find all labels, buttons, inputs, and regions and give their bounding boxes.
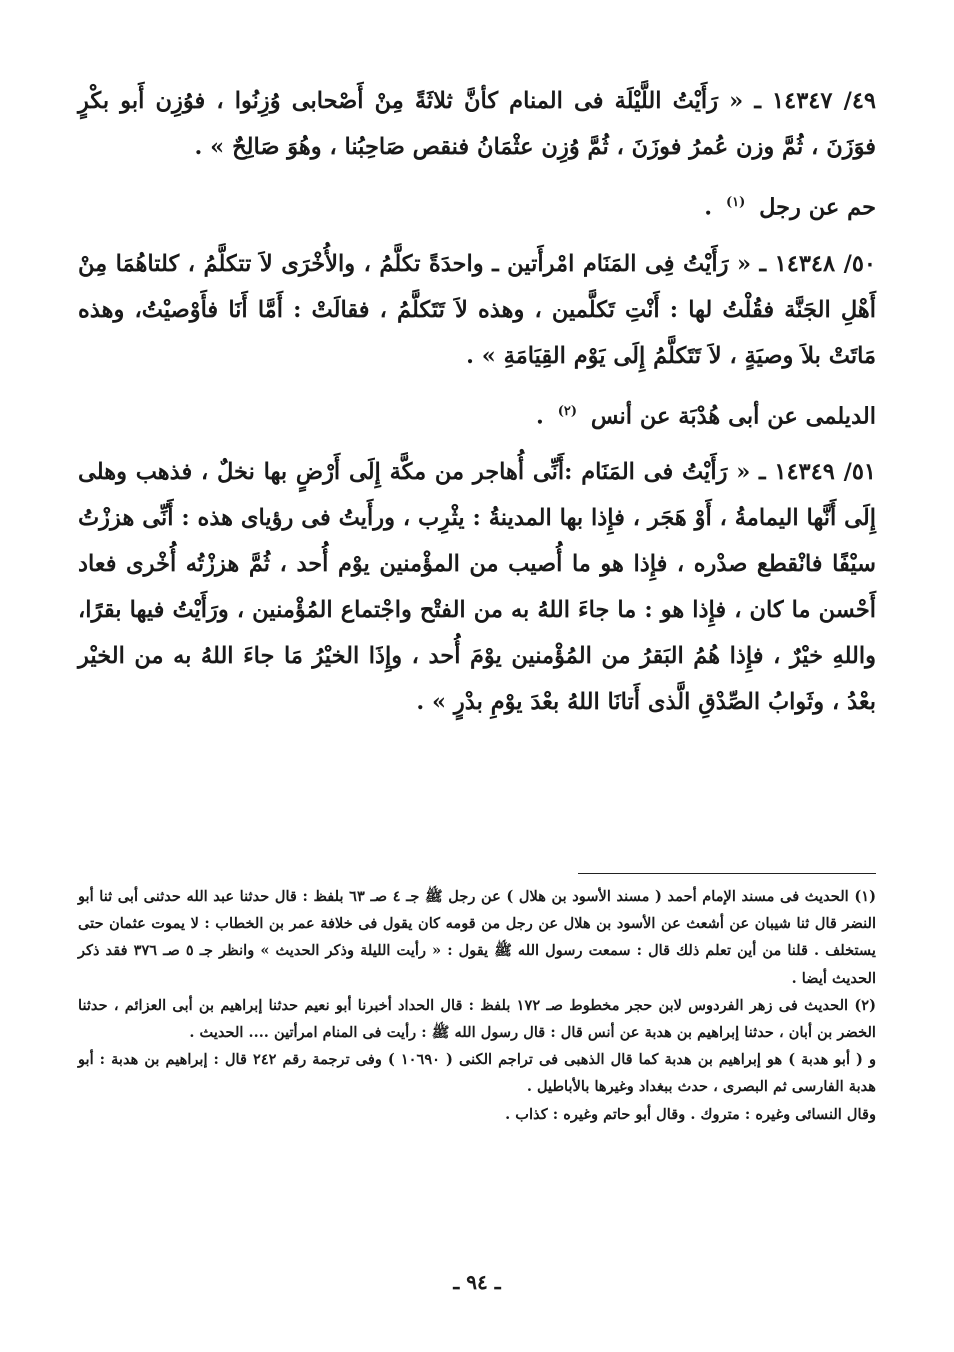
footnotes — [78, 883, 876, 1128]
source-line-49-text: حم عن رجل — [759, 194, 876, 221]
source-line-50-period: . — [536, 403, 544, 429]
footnote-separator — [578, 873, 876, 874]
footnote-2-continuation-1: و ( أبو هدبة ) هو إبراهيم بن هدبة كما قال الذهبى فى تراجم الكنى ( ١٠٦٩٠ ) وفى ترجمة رقم ٢٤٢ قال : إبراهيم بن هدبة : أبو هدبة الفارسى ثم البصرى ، حدث ببغداد وغيرها بالأباطيل . — [78, 1051, 876, 1096]
hadith-entry-51-text: ٥١/ ١٤٣٤٩ ـ « رَأَيْتُ فى المَنَام :أَنِّى أُهاجر من مكَّة إِلَى أَرْضٍ بها نخلٌ ، فذهب وهلى إِلَى أَنَّها اليمامةُ ، أَوْ هَجَر ، فإِذا بها المدينةُ : يثْرِب ، ورأَيتُ فى رؤياى هذه : أَنِّى هززْتُ سيْفًا فانْقطع صدْره ، فإِذا هو ما أُصيب من المؤْمنين يوْم أُحد ، ثُمَّ هززْتُه أُخْرى فعاد أَحْسن ما كان ، فإِذا هو : ما جاءَ اللهُ به من الفتْح واجْتماع المُؤْمنين ، ورَأَيْتُ فيها بقرًا، واللهِ خيْرٌ ، فإِذا هُمُ البَقرُ من المُؤْمنين يوْمَ أُحد ، وإِذَا الخيْرُ مَا جاءَ اللهُ به من الخيْر بعْدُ ، وثَوابُ الصِّدْقِ الَّذى أَتانَا اللهُ بعْدَ يوْمِ بدْرٍ » . — [78, 459, 876, 715]
page-number: ـ ٩٤ ـ — [453, 1270, 501, 1294]
source-line-49 — [78, 180, 876, 231]
source-line-50-text: الديلمى عن أبى هُدْبَة عن أنس — [590, 403, 876, 429]
footnote-2-continuation-2: وقال النسائى وغيره : متروك . وقال أبو حاتم وغيره : كذاب . — [505, 1105, 876, 1123]
footnote-ref-1: (١) — [725, 195, 746, 210]
hadith-entry-51 — [78, 449, 876, 725]
hadith-entry-50-text: ٥٠/ ١٤٣٤٨ ـ « رَأَيْتُ فِى المَنَام امْرأَتين ـ واحدَةً تكلَّمُ ، والأُخْرَى لاَ تتكلَّمُ ، كلتاهُمَا مِنْ أَهْلِ الجَنَّة فقُلْتُ لها : أَنْتِ تَكلَّمين ، وهذه لاَ تَتَكلَّمُ ، فقالَتْ : أَمَّا أَنَا فأَوْصيْتُ، وهذه مَاتَتْ بلاَ وصيَةٍ ، لاَ تَتَكلَّمُ إِلَى يَوْم القِيَامَةِ » . — [78, 250, 876, 369]
footnote-1: (١) الحديث فى مسند الإمام أحمد ( مسند الأسود بن هلال ) عن رجل ﷺ جـ ٤ صـ ٦٣ بلفظ : قال حدثنا عبد الله حدثنى أبى ثنا أبو النضر قال ثنا شيبان عن أشعث عن الأسود بن هلال عن رجل من قومه كان يقول فى خلافة عمر بن الخطاب : لا يموت عثمان حتى يستخلف . قلنا من أين تعلم ذلك قال : سمعت رسول الله ﷺ يقول : « رأيت الليلة وذكر الحديث » وانظر جـ ٥ صـ ٣٧٦ فقد ذكر الحديث أيضا . — [78, 888, 876, 987]
hadith-entry-50 — [78, 241, 876, 379]
footnote-ref-2: (٢) — [557, 403, 578, 419]
source-line-50 — [78, 389, 876, 440]
main-text — [78, 78, 876, 735]
hadith-entry-49 — [78, 78, 876, 170]
source-line-49-period: . — [704, 194, 713, 221]
hadith-entry-49-text: ٤٩/ ١٤٣٤٧ ـ « رَأَيْتُ اللَّيْلَة فى المنام كأنَّ ثلاثَةً مِنْ أَصْحابى وُزِنُوا ، فوُزِن أَبو بكْرٍ فوَزَنَ ، ثُمَّ وزن عُمرُ فوزَنَ ، ثُمَّ وُزِن عثْمَانُ فنقص صَاحِبُنا ، وهُوَ صَالِحٌ » . — [78, 88, 876, 160]
footnote-2: (٢) الحديث فى زهر الفردوس لابن حجر مخطوط صـ ١٧٢ بلفظ : قال الحداد أخبرنا أبو نعيم حدثنا إبراهيم بن أبى العزائم ، حدثنا الخضر بن أبان ، حدثنا إبراهيم بن هدبة عن أنس قال : قال رسول الله ﷺ : رأيت فى المنام امرأتين .... الحديث . — [78, 996, 876, 1042]
